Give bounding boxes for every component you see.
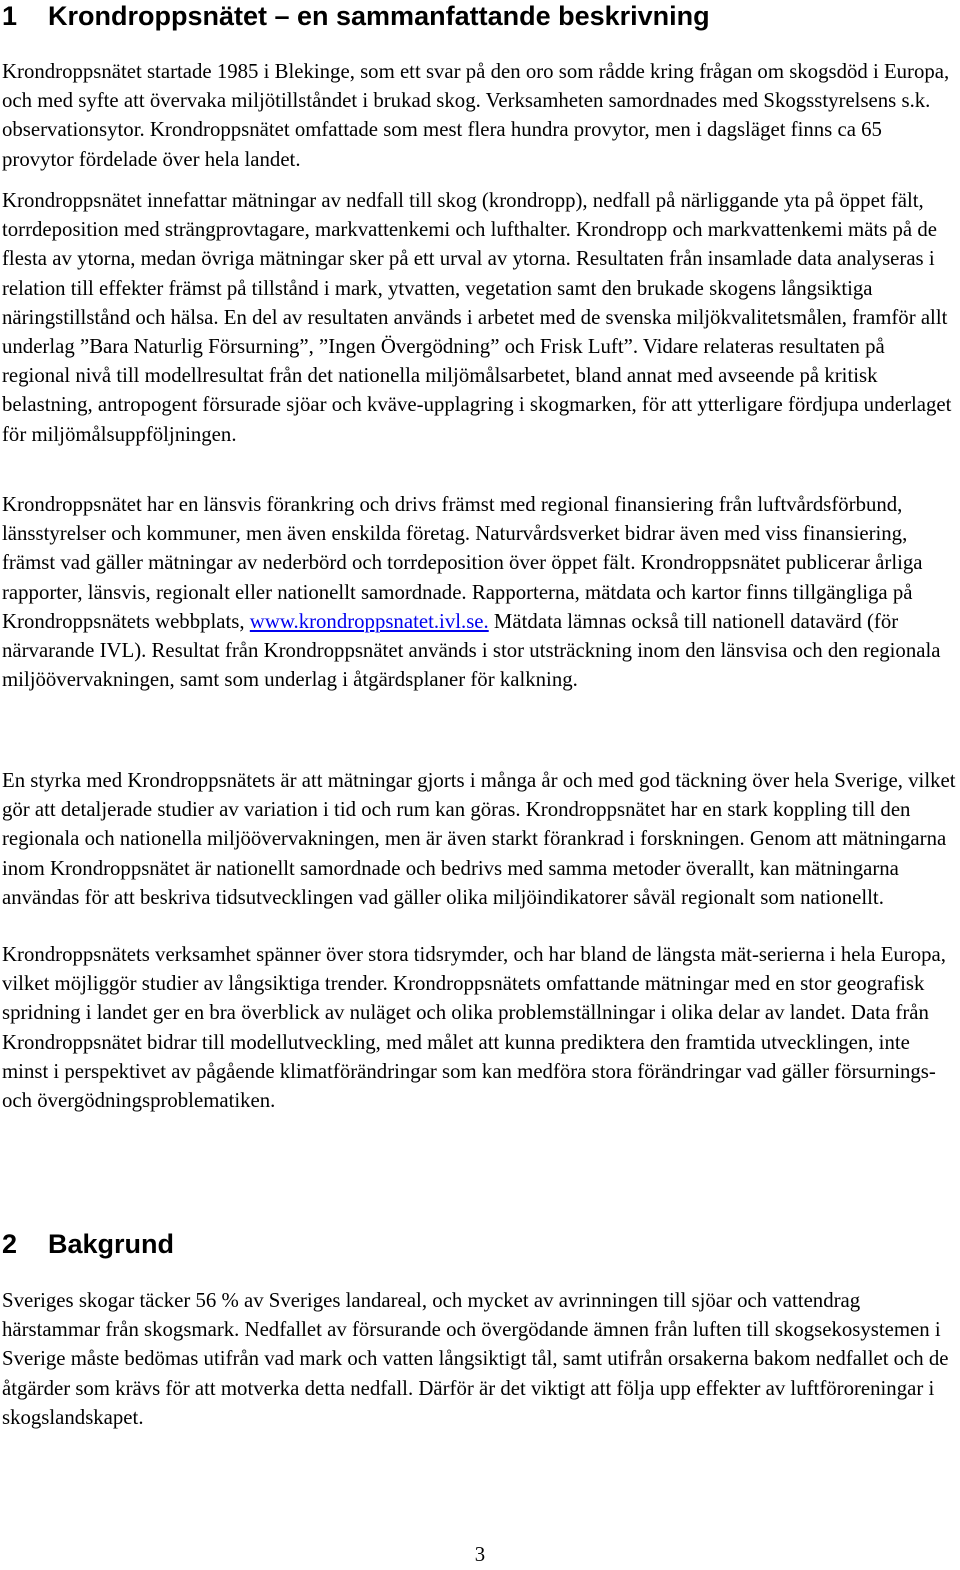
section-number: 1 xyxy=(2,1,18,31)
paragraph-financing xyxy=(2,490,957,694)
paragraph-strength: En styrka med Krondroppsnätets är att mätningar gjorts i många år och med god täckning över hela Sverige, vilket gör att detaljerade studier av variation i tid och rum kan göras. Krondroppsnätet har en stark koppling till den regionala och nationella miljöövervakningen, men är även starkt förankrad i forskningen. Genom att mätningarna inom Krondroppsnätet är nationellt samordnade och bedrivs med samma metoder överallt, kan mätningarna användas för att beskriva tidsutvecklingen vad gäller olika miljöindikatorer såväl regionalt som nationellt. xyxy=(2,769,956,909)
paragraph-text: Mätdata lämnas också till nationell datavärd (för närvarande IVL). Resultat från Krondroppsnätet används i stor utsträckning inom den länsvisa och den regionala miljöövervakningen, samt som underlag i åtgärdsplaner för kalkning. xyxy=(2,609,941,692)
paragraph-intro: Krondroppsnätet startade 1985 i Blekinge, som ett svar på den oro som rådde kring frågan om skogsdöd i Europa, och med syfte att övervaka miljötillståndet i brukad skog. Verksamheten samordnades med Skogsstyrelsens s.k. observationsytor. Krondroppsnätet omfattade som mest flera hundra provytor, men i dagsläget finns ca 65 provytor fördelade över hela landet. xyxy=(2,60,950,171)
page-number: 3 xyxy=(474,1543,486,1566)
paragraph-timespan: Krondroppsnätets verksamhet spänner över stora tidsrymder, och har bland de längsta mät-serierna i hela Europa, vilket möjliggör studier av långsiktiga trender. Krondroppsnätets omfattande mätningar med en stor geografisk spridning i landet ger en bra överblick av nuläget och olika problemställningar i olika delar av landet. Data från Krondroppsnätet bidrar till modellutveckling, med målet att kunna prediktera den framtida utvecklingen, inte minst i perspektivet av pågående klimatförändringar som kan medföra stora förändringar vad gäller försurnings- och övergödningsproblematiken. xyxy=(2,943,946,1113)
section-number: 2 xyxy=(2,1229,18,1259)
section-heading-1 xyxy=(2,0,710,32)
website-link[interactable]: www.krondroppsnatet.ivl.se. xyxy=(249,609,489,633)
paragraph-text: Krondroppsnätet har en länsvis förankring och drivs främst med regional finansiering från luftvårdsförbund, länsstyrelser och kommuner, men även enskilda företag. Naturvårdsverket bidrar även med viss finansiering, främst vad gäller mätningar av nederbörd och torrdeposition över öppet fält. Krondroppsnätet publicerar årliga rapporter, länsvis, regionalt eller nationellt samordnade. Rapporterna, mätdata och kartor finns tillgängliga på Krondroppsnätets webbplats, xyxy=(2,493,923,633)
section-title: Bakgrund xyxy=(48,1229,175,1259)
paragraph-measurements: Krondroppsnätet innefattar mätningar av nedfall till skog (krondropp), nedfall på närliggande yta på öppet fält, torrdeposition med strängprovtagare, markvattenkemi och lufthalter. Krondropp och markvattenkemi mäts på de flesta av ytorna, medan övriga mätningar sker på ett urval av ytorna. Resultaten från insamlade data analyseras i relation till effekter främst på tillstånd i mark, ytvatten, vegetation samt den brukade skogens långsiktiga näringstillstånd och hälsa. En del av resultaten används i arbetet med de svenska miljökvalitetsmålen, framför allt underlag ”Bara Naturlig Försurning”, ”Ingen Övergödning” och Frisk Luft”. Vidare relateras resultaten på regional nivå till modellresultat från det nationella miljömålsarbetet, bland annat med avseende på kritisk belastning, antropogent försurade sjöar och kväve-upplagring i skogmarken, för att ytterligare fördjupa underlaget för miljömålsuppföljningen. xyxy=(2,189,952,446)
paragraph-background: Sveriges skogar täcker 56 % av Sveriges landareal, och mycket av avrinningen till sjöar och vattendrag härstammar från skogsmark. Nedfallet av försurande och övergödande ämnen från luften till skogsekosystemen i Sverige måste bedömas utifrån vad mark och vatten långsiktigt tål, samt utifrån orsakerna bakom nedfallet och de åtgärder som krävs för att motverka detta nedfall. Därför är det viktigt att följa upp effekter av luftföroreningar i skogslandskapet. xyxy=(2,1289,949,1429)
section-heading-2 xyxy=(2,1228,174,1260)
section-title: Krondroppsnätet – en sammanfattande beskrivning xyxy=(48,1,710,31)
